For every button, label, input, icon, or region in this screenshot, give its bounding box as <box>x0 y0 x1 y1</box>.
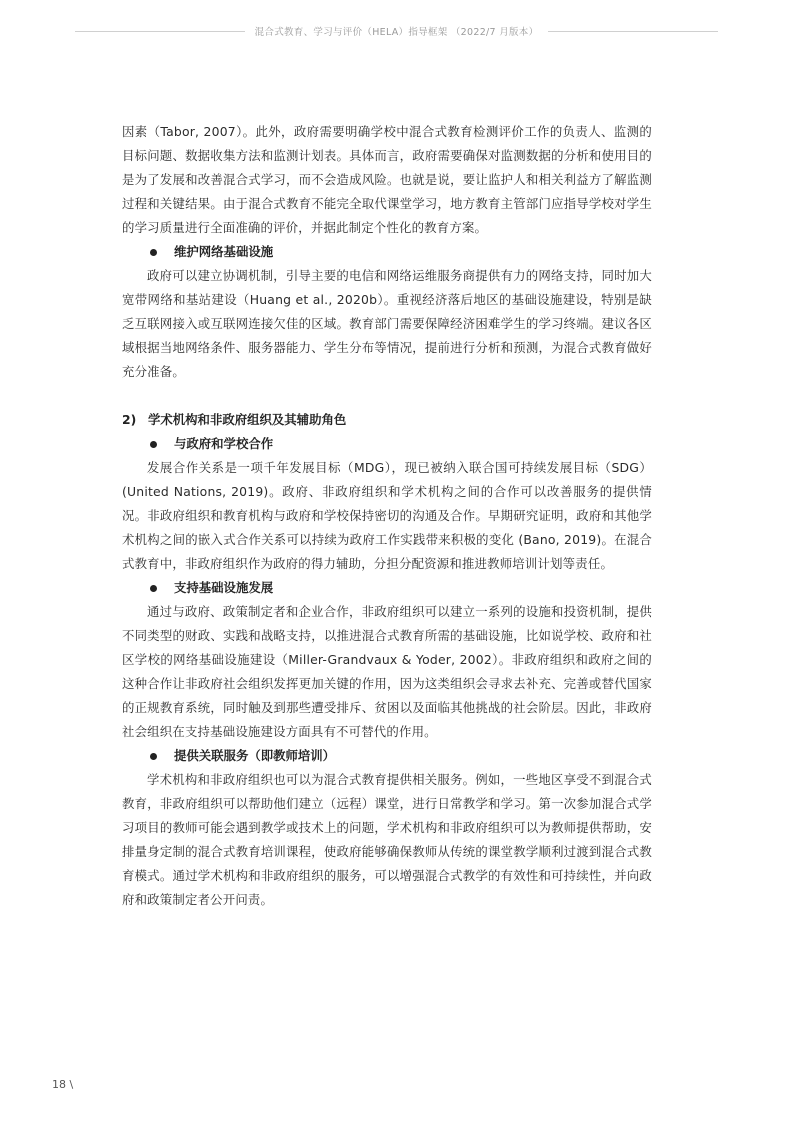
running-header <box>75 24 718 38</box>
header-rule-left <box>75 31 245 32</box>
paragraph-network: 政府可以建立协调机制，引导主要的电信和网络运维服务商提供有力的网络支持，同时加大宽带网络和基站建设（Huang et al., 2020b）。重视经济落后地区的基础设施建设，特别是缺乏互联网接入或互联网连接欠佳的区域。教育部门需要保障经济困难学生的学习终端。建议各区域根据当地网络条件、服务器能力、学生分布等情况，提前进行分析和预测，为混合式教育做好充分准备。 <box>122 268 652 379</box>
paragraph-intro: 因素（Tabor, 2007）。此外，政府需要明确学校中混合式教育检测评价工作的负责人、监测的目标问题、数据收集方法和监测计划表。具体而言，政府需要确保对监测数据的分析和使用目的是为了发展和改善混合式学习，而不会造成风险。也就是说，要让监护人和相关利益方了解监测过程和关键结果。由于混合式教育不能完全取代课堂学习，地方教育主管部门应指导学校对学生的学习质量进行全面准确的评价，并据此制定个性化的教育方案。 <box>122 124 652 235</box>
bullet-label: 维护网络基础设施 <box>174 244 274 259</box>
section-number: 2) <box>122 412 137 427</box>
bullet-label: 与政府和学校合作 <box>174 436 274 451</box>
bullet-related-services <box>122 744 652 768</box>
paragraph-infrastructure: 通过与政府、政策制定者和企业合作，非政府组织可以建立一系列的设施和投资机制，提供不同类型的财政、实践和战略支持，以推进混合式教育所需的基础设施，比如说学校、政府和社区学校的网络基础设施建设（Miller-Grandvaux & Yoder, 2002）。非政府组织和政府之间的这种合作让非政府社会组织发挥更加关键的作用，因为这类组织会寻求去补充、完善或替代国家的正规教育系统，同时触及到那些遭受排斥、贫困以及面临其他挑战的社会阶层。因此，非政府社会组织在支持基础设施建设方面具有不可替代的作用。 <box>122 604 652 739</box>
bullet-dot-icon <box>150 753 157 760</box>
bullet-infrastructure-development <box>122 576 652 600</box>
header-title: 混合式教育、学习与评价（HELA）指导框架 （2022/7 月版本） <box>254 27 539 38</box>
section-heading <box>122 408 652 432</box>
bullet-label: 支持基础设施发展 <box>174 580 274 595</box>
bullet-dot-icon <box>150 441 157 448</box>
paragraph-services: 学术机构和非政府组织也可以为混合式教育提供相关服务。例如，一些地区享受不到混合式教育，非政府组织可以帮助他们建立（远程）课堂，进行日常教学和学习。第一次参加混合式学习项目的教师可能会遇到教学或技术上的问题，学术机构和非政府组织可以为教师提供帮助，安排量身定制的混合式教育培训课程，使政府能够确保教师从传统的课堂教学顺利过渡到混合式教育模式。通过学术机构和非政府组织的服务，可以增强混合式教学的有效性和可持续性，并向政府和政策制定者公开问责。 <box>122 772 652 907</box>
bullet-dot-icon <box>150 249 157 256</box>
bullet-label: 提供关联服务（即教师培训） <box>174 748 336 763</box>
header-rule-right <box>548 31 718 32</box>
bullet-cooperate <box>122 432 652 456</box>
page-number: 18 \ <box>52 1078 74 1091</box>
bullet-dot-icon <box>150 585 157 592</box>
bullet-network-infrastructure <box>122 240 652 264</box>
section-title: 学术机构和非政府组织及其辅助角色 <box>148 412 347 427</box>
paragraph-cooperate: 发展合作关系是一项千年发展目标（MDG），现已被纳入联合国可持续发展目标（SDG）(United Nations, 2019)。政府、非政府组织和学术机构之间的合作可以改善服务的提供情况。非政府组织和教育机构与政府和学校保持密切的沟通及合作。早期研究证明，政府和其他学术机构之间的嵌入式合作关系可以持续为政府工作实践带来积极的变化 (Bano, 2019)。在混合式教育中，非政府组织作为政府的得力辅助，分担分配资源和推进教师培训计划等责任。 <box>122 460 652 571</box>
page-body <box>122 120 652 912</box>
